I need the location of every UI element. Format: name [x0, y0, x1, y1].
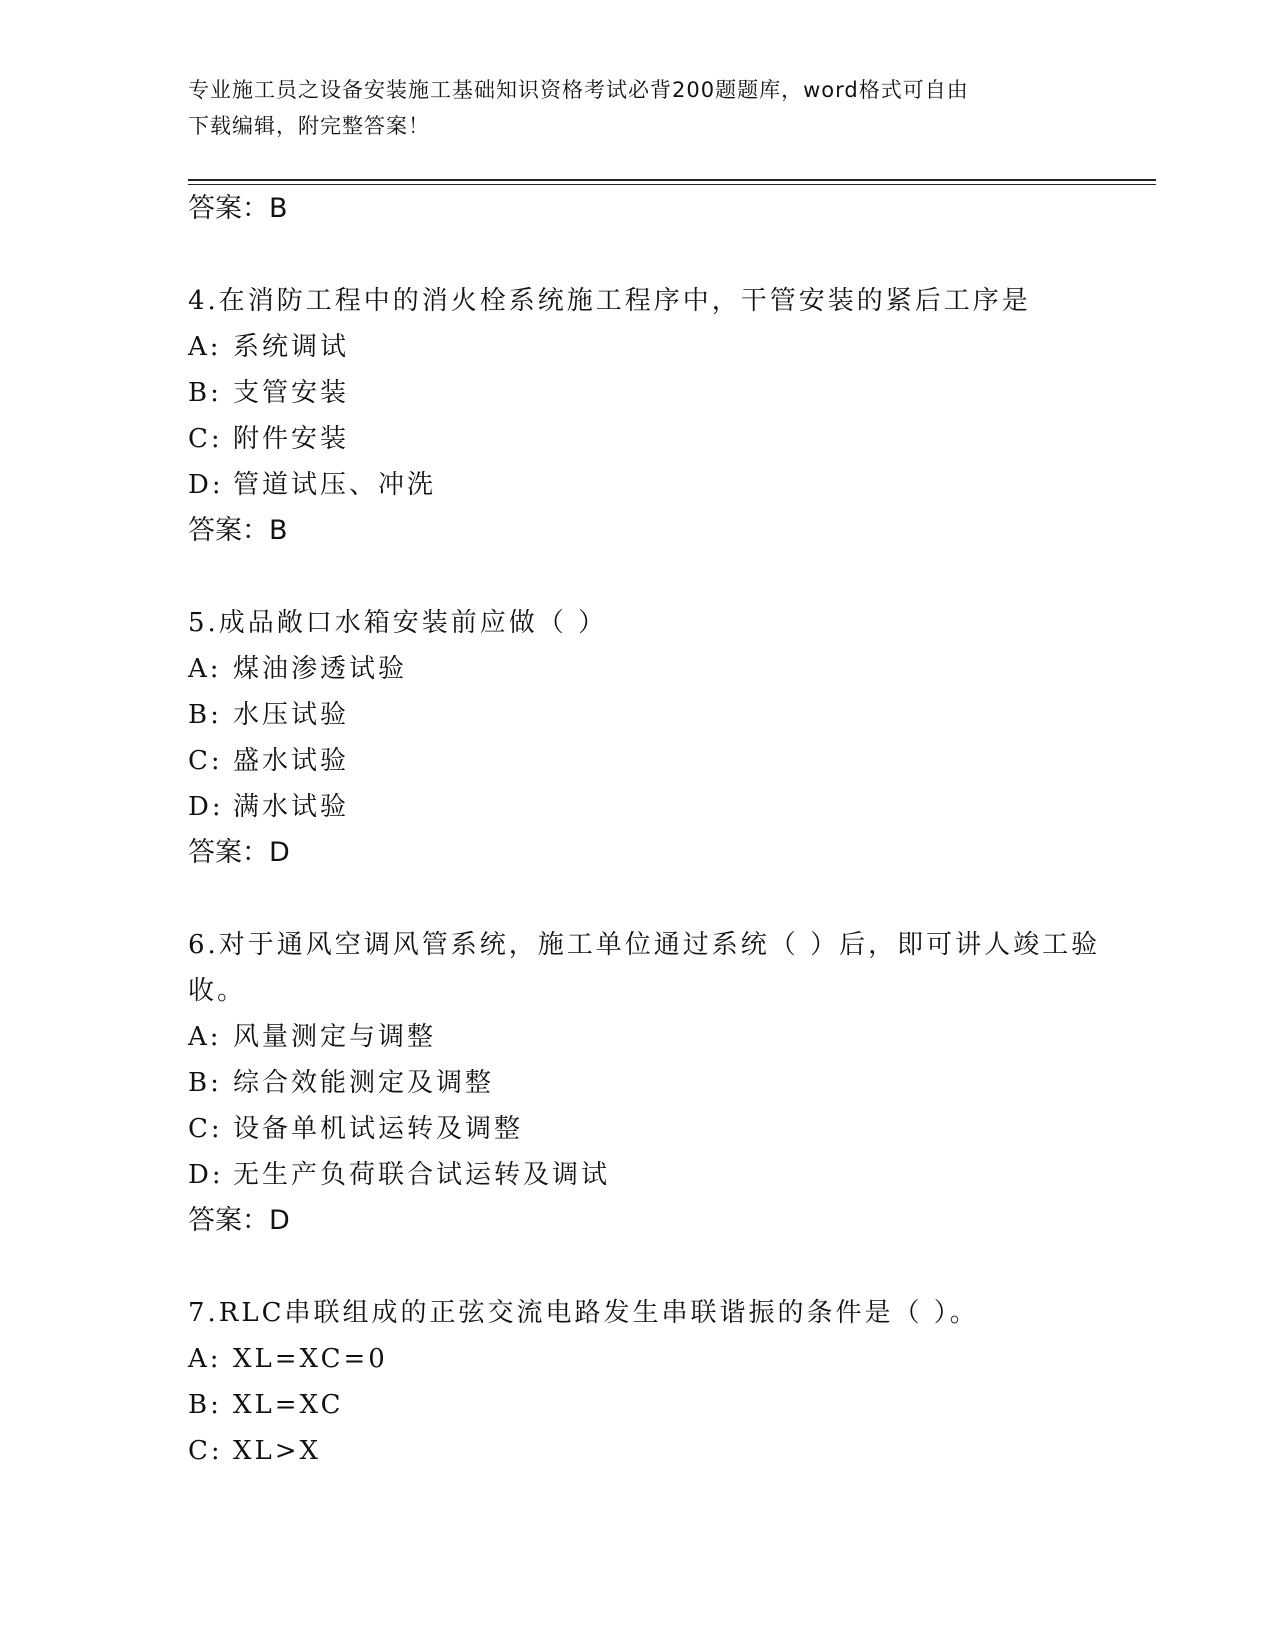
option-key: C: — [188, 1436, 223, 1466]
option-text: 综合效能测定及调整 — [233, 1068, 495, 1098]
option-key: D: — [188, 1160, 224, 1190]
option-text: 满水试验 — [233, 792, 350, 822]
option-text: 水压试验 — [233, 700, 350, 730]
option-text: 盛水试验 — [233, 746, 350, 776]
option-key: C: — [188, 1114, 223, 1144]
option-b — [188, 370, 1148, 416]
option-key: A: — [188, 332, 222, 362]
option-a — [188, 324, 1148, 370]
header-divider-thick — [188, 179, 1156, 181]
header-line-2: 下载编辑，附完整答案！ — [188, 114, 430, 138]
option-key: B: — [188, 378, 222, 408]
option-text: XL=XC — [233, 1390, 344, 1420]
option-key: A: — [188, 1022, 222, 1052]
option-c — [188, 1106, 1148, 1152]
option-text: 管道试压、冲洗 — [233, 470, 437, 500]
option-text: XL>X — [233, 1436, 322, 1466]
option-text: 设备单机试运转及调整 — [233, 1114, 524, 1144]
option-text: 风量测定与调整 — [233, 1022, 437, 1052]
option-key: D: — [188, 792, 224, 822]
question-stem: 4.在消防工程中的消火栓系统施工程序中，干管安装的紧后工序是 — [188, 286, 1031, 316]
document-header — [188, 72, 1088, 144]
header-line-1: 专业施工员之设备安装施工基础知识资格考试必背200题题库，word格式可自由 — [188, 78, 969, 102]
option-a — [188, 646, 1148, 692]
question-list — [188, 186, 1148, 1474]
answer-line: 答案：D — [188, 837, 290, 868]
option-d — [188, 1152, 1148, 1198]
option-key: B: — [188, 1390, 222, 1420]
option-key: B: — [188, 700, 222, 730]
option-c — [188, 1428, 1148, 1474]
option-text: 附件安装 — [233, 424, 350, 454]
option-key: A: — [188, 1344, 222, 1374]
answer-line: 答案：B — [188, 515, 288, 546]
option-a — [188, 1336, 1148, 1382]
option-key: D: — [188, 470, 224, 500]
option-text: 支管安装 — [233, 378, 350, 408]
option-c — [188, 416, 1148, 462]
option-d — [188, 462, 1148, 508]
option-a — [188, 1014, 1148, 1060]
option-b — [188, 1382, 1148, 1428]
option-key: C: — [188, 424, 223, 454]
option-text: 煤油渗透试验 — [233, 654, 408, 684]
question-stem: 6.对于通风空调风管系统，施工单位通过系统（ ）后，即可讲人竣工验收。 — [188, 930, 1101, 1006]
option-key: A: — [188, 654, 222, 684]
answer-line: 答案：B — [188, 193, 288, 224]
option-text: XL=XC=0 — [233, 1344, 388, 1374]
option-d — [188, 784, 1148, 830]
option-key: C: — [188, 746, 223, 776]
header-divider-thin — [188, 184, 1156, 185]
option-b — [188, 692, 1148, 738]
answer-line: 答案：D — [188, 1205, 290, 1236]
option-c — [188, 738, 1148, 784]
question-stem: 7.RLC串联组成的正弦交流电路发生串联谐振的条件是（ ）。 — [188, 1298, 979, 1328]
question-stem: 5.成品敞口水箱安装前应做（ ） — [188, 608, 608, 638]
option-key: B: — [188, 1068, 222, 1098]
option-text: 无生产负荷联合试运转及调试 — [233, 1160, 611, 1190]
option-b — [188, 1060, 1148, 1106]
option-text: 系统调试 — [233, 332, 350, 362]
